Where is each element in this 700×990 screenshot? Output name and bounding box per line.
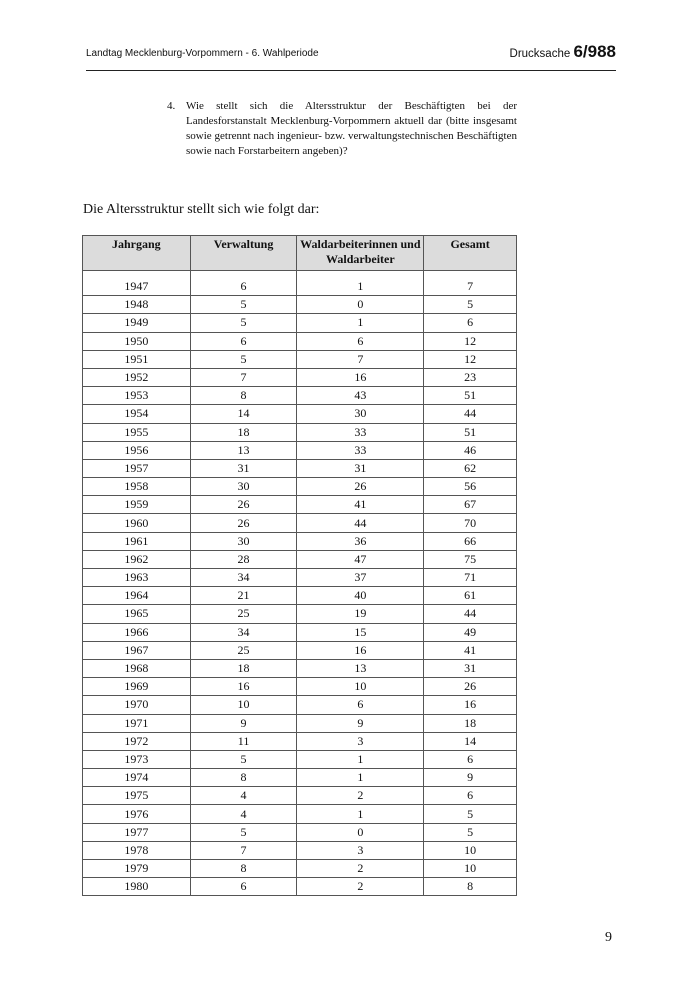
cell-waldarbeiter: 16 [297,641,424,659]
cell-waldarbeiter: 19 [297,605,424,623]
cell-verwaltung: 8 [190,860,297,878]
table-row [83,350,517,368]
cell-jahrgang: 1954 [83,405,191,423]
cell-jahrgang: 1968 [83,659,191,677]
cell-jahrgang: 1969 [83,678,191,696]
cell-waldarbeiter: 10 [297,678,424,696]
cell-verwaltung: 5 [190,350,297,368]
page-header [86,40,616,71]
cell-verwaltung: 30 [190,478,297,496]
cell-waldarbeiter: 6 [297,332,424,350]
cell-jahrgang: 1955 [83,423,191,441]
cell-jahrgang: 1952 [83,368,191,386]
cell-jahrgang: 1966 [83,623,191,641]
cell-waldarbeiter: 30 [297,405,424,423]
cell-jahrgang: 1971 [83,714,191,732]
cell-verwaltung: 18 [190,423,297,441]
cell-gesamt: 67 [424,496,517,514]
cell-waldarbeiter: 1 [297,769,424,787]
cell-verwaltung: 9 [190,714,297,732]
cell-verwaltung: 31 [190,459,297,477]
table-row [83,314,517,332]
table-row [83,441,517,459]
cell-jahrgang: 1977 [83,823,191,841]
column-header-gesamt: Gesamt [424,236,517,271]
cell-verwaltung: 16 [190,678,297,696]
question-number: 4. [167,100,176,112]
cell-gesamt: 8 [424,878,517,896]
table-row [83,459,517,477]
cell-verwaltung: 11 [190,732,297,750]
cell-verwaltung: 5 [190,823,297,841]
cell-verwaltung: 7 [190,368,297,386]
cell-jahrgang: 1964 [83,587,191,605]
cell-waldarbeiter: 33 [297,423,424,441]
cell-jahrgang: 1975 [83,787,191,805]
cell-verwaltung: 4 [190,805,297,823]
cell-gesamt: 75 [424,550,517,568]
cell-verwaltung: 25 [190,605,297,623]
table-row [83,496,517,514]
cell-verwaltung: 18 [190,659,297,677]
answer-intro: Die Altersstruktur stellt sich wie folgt dar: [83,202,320,217]
header-parliament-title: Landtag Mecklenburg-Vorpommern - 6. Wahlperiode [86,48,319,59]
cell-verwaltung: 13 [190,441,297,459]
cell-jahrgang: 1980 [83,878,191,896]
cell-gesamt: 71 [424,569,517,587]
cell-jahrgang: 1957 [83,459,191,477]
cell-waldarbeiter: 6 [297,696,424,714]
table-row [83,641,517,659]
cell-verwaltung: 6 [190,878,297,896]
cell-waldarbeiter: 1 [297,805,424,823]
cell-verwaltung: 4 [190,787,297,805]
cell-gesamt: 61 [424,587,517,605]
table-row [83,841,517,859]
cell-gesamt: 12 [424,350,517,368]
table-row [83,623,517,641]
cell-gesamt: 14 [424,732,517,750]
cell-waldarbeiter: 2 [297,860,424,878]
page-number: 9 [605,930,612,945]
cell-verwaltung: 7 [190,841,297,859]
cell-waldarbeiter: 3 [297,841,424,859]
table-row [83,423,517,441]
cell-waldarbeiter: 47 [297,550,424,568]
cell-waldarbeiter: 15 [297,623,424,641]
table-row [83,478,517,496]
cell-waldarbeiter: 16 [297,368,424,386]
cell-waldarbeiter: 1 [297,750,424,768]
cell-gesamt: 12 [424,332,517,350]
cell-waldarbeiter: 1 [297,271,424,296]
cell-waldarbeiter: 40 [297,587,424,605]
cell-gesamt: 41 [424,641,517,659]
cell-verwaltung: 34 [190,569,297,587]
cell-gesamt: 23 [424,368,517,386]
cell-jahrgang: 1951 [83,350,191,368]
cell-gesamt: 26 [424,678,517,696]
question-text: Wie stellt sich die Altersstruktur der Beschäftigten bei der Landesforstanstalt Mecklenburg-Vorpommern aktuell dar (bitte insgesamt sowie getrennt nach ingenieur- bzw. verwaltungstechnischen Beschäftigten sowie nach Forstarbeitern angeben)? [186,100,517,157]
cell-gesamt: 10 [424,841,517,859]
cell-jahrgang: 1978 [83,841,191,859]
cell-verwaltung: 34 [190,623,297,641]
cell-waldarbeiter: 0 [297,823,424,841]
table-row [83,659,517,677]
header-document-id [510,42,616,62]
table-row [83,805,517,823]
cell-gesamt: 44 [424,605,517,623]
column-header-waldarbeiter: Waldarbeiterinnen und Waldarbeiter [297,236,424,271]
cell-verwaltung: 5 [190,750,297,768]
cell-jahrgang: 1958 [83,478,191,496]
table-header-row [83,236,517,271]
cell-gesamt: 49 [424,623,517,641]
cell-jahrgang: 1976 [83,805,191,823]
cell-waldarbeiter: 2 [297,787,424,805]
table-row [83,368,517,386]
table-row [83,823,517,841]
cell-verwaltung: 28 [190,550,297,568]
table-row [83,732,517,750]
cell-gesamt: 70 [424,514,517,532]
table-row [83,750,517,768]
cell-jahrgang: 1956 [83,441,191,459]
cell-verwaltung: 5 [190,296,297,314]
cell-gesamt: 9 [424,769,517,787]
cell-waldarbeiter: 0 [297,296,424,314]
cell-gesamt: 7 [424,271,517,296]
cell-gesamt: 5 [424,296,517,314]
cell-waldarbeiter: 2 [297,878,424,896]
cell-jahrgang: 1947 [83,271,191,296]
table-row [83,605,517,623]
question-block [167,99,517,159]
cell-verwaltung: 6 [190,332,297,350]
cell-jahrgang: 1972 [83,732,191,750]
table-row [83,387,517,405]
table-row [83,587,517,605]
cell-verwaltung: 21 [190,587,297,605]
cell-gesamt: 16 [424,696,517,714]
cell-gesamt: 44 [424,405,517,423]
cell-jahrgang: 1974 [83,769,191,787]
cell-verwaltung: 25 [190,641,297,659]
header-document-number: 6/988 [573,42,616,61]
cell-jahrgang: 1965 [83,605,191,623]
cell-waldarbeiter: 33 [297,441,424,459]
cell-waldarbeiter: 36 [297,532,424,550]
cell-jahrgang: 1948 [83,296,191,314]
table-row [83,514,517,532]
cell-waldarbeiter: 26 [297,478,424,496]
cell-waldarbeiter: 41 [297,496,424,514]
cell-waldarbeiter: 3 [297,732,424,750]
cell-verwaltung: 10 [190,696,297,714]
cell-gesamt: 46 [424,441,517,459]
header-document-label: Drucksache [509,48,571,60]
cell-waldarbeiter: 44 [297,514,424,532]
table-row [83,405,517,423]
cell-gesamt: 6 [424,750,517,768]
table-row [83,550,517,568]
table-row [83,678,517,696]
cell-jahrgang: 1970 [83,696,191,714]
table-row [83,769,517,787]
cell-verwaltung: 26 [190,496,297,514]
cell-verwaltung: 5 [190,314,297,332]
table-row [83,569,517,587]
table-row [83,332,517,350]
cell-verwaltung: 26 [190,514,297,532]
cell-jahrgang: 1967 [83,641,191,659]
cell-waldarbeiter: 31 [297,459,424,477]
table-row [83,714,517,732]
cell-jahrgang: 1949 [83,314,191,332]
cell-gesamt: 51 [424,387,517,405]
cell-jahrgang: 1959 [83,496,191,514]
cell-gesamt: 66 [424,532,517,550]
cell-jahrgang: 1962 [83,550,191,568]
cell-jahrgang: 1973 [83,750,191,768]
cell-gesamt: 31 [424,659,517,677]
cell-waldarbeiter: 7 [297,350,424,368]
cell-waldarbeiter: 9 [297,714,424,732]
cell-gesamt: 51 [424,423,517,441]
cell-jahrgang: 1963 [83,569,191,587]
age-structure-table [82,235,517,896]
cell-gesamt: 6 [424,787,517,805]
table-row [83,787,517,805]
cell-waldarbeiter: 43 [297,387,424,405]
cell-gesamt: 62 [424,459,517,477]
table-row [83,532,517,550]
cell-verwaltung: 8 [190,387,297,405]
cell-gesamt: 56 [424,478,517,496]
cell-gesamt: 18 [424,714,517,732]
cell-jahrgang: 1953 [83,387,191,405]
cell-gesamt: 6 [424,314,517,332]
cell-verwaltung: 30 [190,532,297,550]
cell-waldarbeiter: 1 [297,314,424,332]
table-row [83,878,517,896]
column-header-verwaltung: Verwaltung [190,236,297,271]
cell-jahrgang: 1960 [83,514,191,532]
column-header-jahrgang: Jahrgang [83,236,191,271]
cell-gesamt: 5 [424,805,517,823]
cell-jahrgang: 1979 [83,860,191,878]
cell-verwaltung: 14 [190,405,297,423]
table-row [83,860,517,878]
cell-gesamt: 10 [424,860,517,878]
table-row [83,696,517,714]
cell-gesamt: 5 [424,823,517,841]
cell-verwaltung: 6 [190,271,297,296]
cell-jahrgang: 1950 [83,332,191,350]
cell-jahrgang: 1961 [83,532,191,550]
cell-verwaltung: 8 [190,769,297,787]
table-body [83,271,517,896]
cell-waldarbeiter: 13 [297,659,424,677]
table-row [83,271,517,296]
cell-waldarbeiter: 37 [297,569,424,587]
table-row [83,296,517,314]
